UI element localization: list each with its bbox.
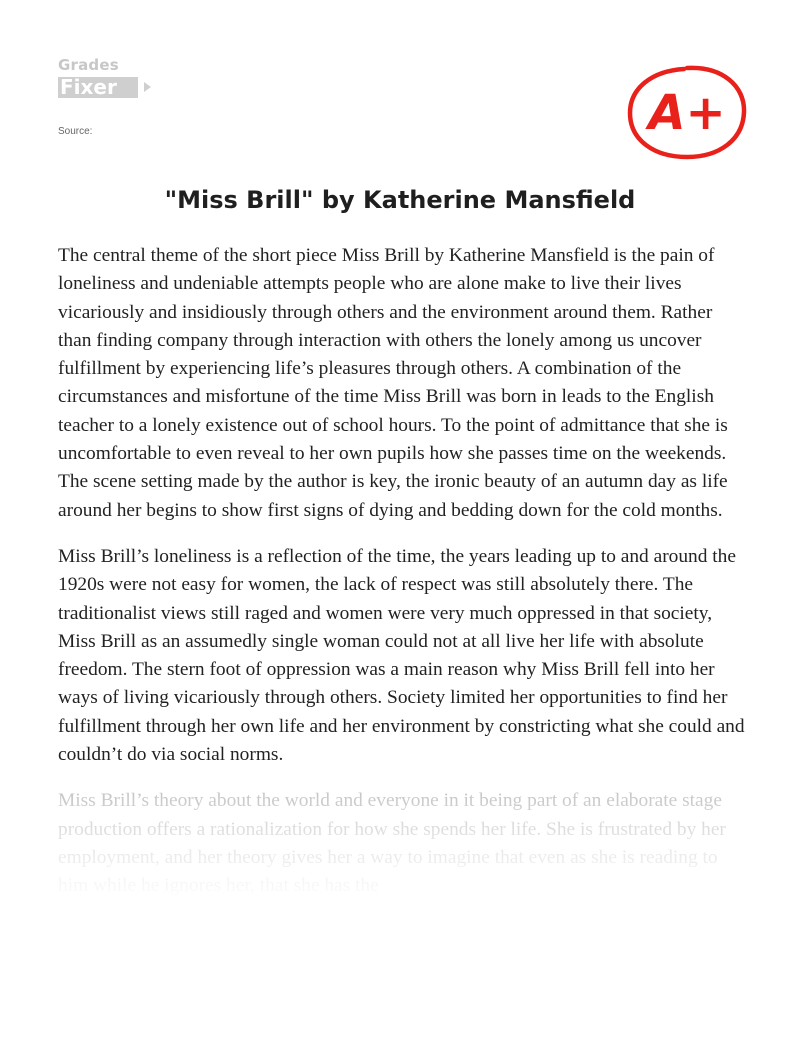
logo-box-text: Fixer [60,75,117,99]
faded-paragraph [58,787,748,903]
grade-text: A+ [648,85,726,141]
essay-body [58,242,748,903]
fade-overlay [58,787,748,903]
grade-badge [624,62,750,162]
logo-top-text: Grades [58,56,119,74]
paragraph-1: The central theme of the short piece Miss Brill by Katherine Mansfield is the pain of loneliness and undeniable attempts people who are alone make to live their lives vicariously and insidiously through others and the environment around them. Rather than finding company through interaction with others the lonely among us uncover fulfillment by experiencing life’s pleasures through others. A combination of the circumstances and misfortune of the time Miss Brill was born in leads to the English teacher to a lonely existence out of school hours. To the point of admittance that she is uncomfortable to even reveal to her own pupils how she passes time on the weekends. The scene setting made by the author is key, the ironic beauty of an autumn day as life around her begins to show first signs of dying and bedding down for the cold months. [58,245,728,521]
gradesfixer-logo [58,56,158,104]
paragraph-2: Miss Brill’s loneliness is a reflection of the time, the years leading up to and around the 1920s were not easy for women, the lack of respect was still absolutely there. The traditionalist views still raged and women were very much oppressed in that society, Miss Brill as an assumedly single woman could not at all live her life with absolute freedom. The stern foot of oppression was a main reason why Miss Brill fell into her ways of living vicariously through others. Society limited her opportunities to find her fulfillment through her own life and her environment by constricting what she could and couldn’t do via social norms. [58,545,745,766]
logo-arrow-icon [144,82,151,92]
essay-title: "Miss Brill" by Katherine Mansfield [164,186,636,214]
logo-box [58,77,138,98]
source-label: Source: [58,126,93,137]
